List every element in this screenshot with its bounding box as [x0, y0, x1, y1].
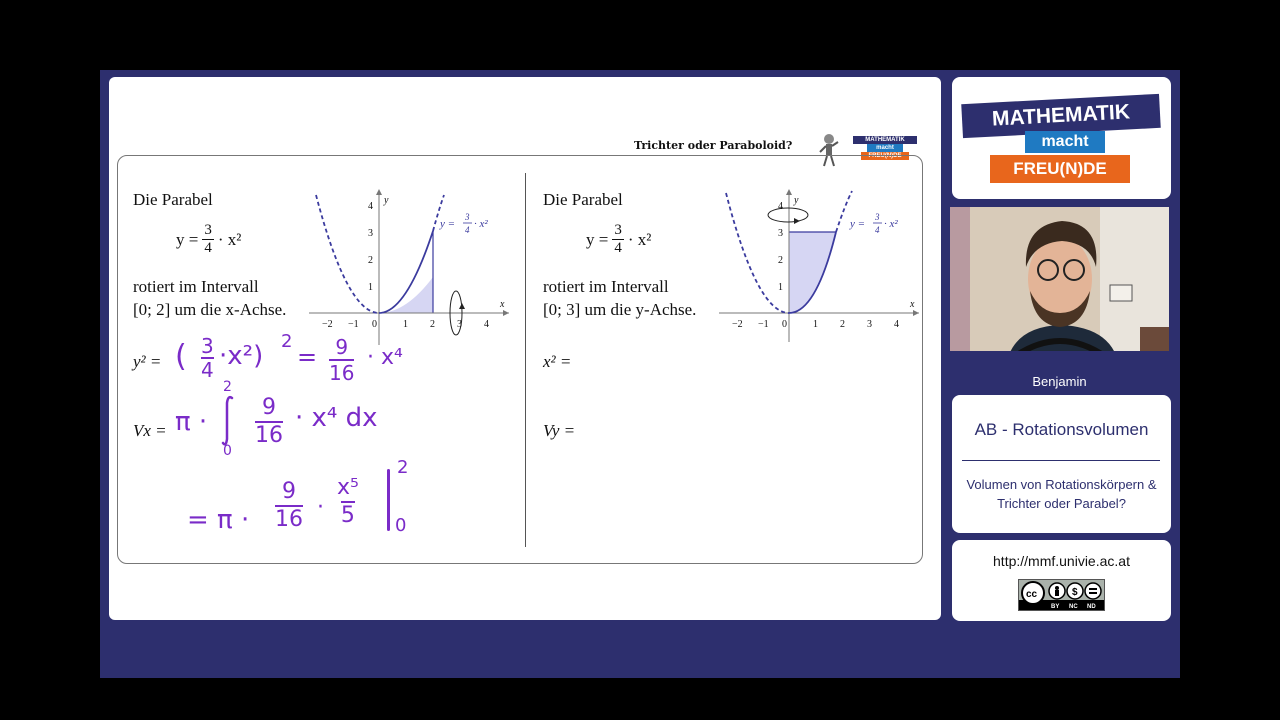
left-vx-label: Vx = — [133, 421, 167, 440]
hw-int-lower: 0 — [223, 443, 232, 459]
left-xtick: −1 — [348, 319, 359, 330]
right-curve-label: y = — [850, 218, 866, 230]
left-curve-label: y = — [440, 218, 456, 230]
right-rotation-icon — [768, 208, 808, 222]
left-frac-num: 3 — [204, 222, 212, 238]
hw-equals-pi: = π · — [187, 505, 250, 535]
left-plot — [304, 187, 514, 347]
slide-header-title: Trichter oder Paraboloid? — [634, 139, 793, 152]
right-xtick: 1 — [813, 319, 818, 330]
hw-int-upper: 2 — [223, 379, 232, 395]
left-frac-den: 4 — [204, 240, 212, 256]
left-x-arrow — [503, 310, 509, 316]
hw-frac4-num: 9 — [282, 479, 296, 504]
hw-dot: · — [317, 495, 324, 520]
left-y-arrow — [376, 189, 382, 195]
left-xtick: −2 — [322, 319, 333, 330]
left-xtick: 0 — [372, 319, 377, 330]
hw-fraction-1 — [201, 335, 214, 381]
right-intro: Die Parabel — [543, 190, 623, 209]
left-y2-label: y² = — [133, 352, 162, 371]
url-panel — [952, 540, 1171, 621]
right-ytick: 3 — [778, 228, 783, 239]
right-xtick: 2 — [840, 319, 845, 330]
left-fraction — [202, 222, 214, 257]
right-curve-rhs: · x² — [884, 218, 898, 230]
mini-logo-l2: macht — [867, 144, 903, 152]
right-x-arrow — [913, 310, 919, 316]
left-curve-frac-den: 4 — [465, 225, 470, 235]
hw-fraction-3 — [255, 395, 283, 449]
video-title: AB - Rotationsvolumen — [974, 420, 1149, 439]
left-axis-x-label: x — [500, 299, 505, 310]
hw-x2-close: ·x²) — [219, 341, 264, 371]
left-curve-rhs: · x² — [474, 218, 488, 230]
left-rot-line2: [0; 2] um die x-Achse. — [133, 300, 287, 319]
right-ytick: 4 — [778, 201, 783, 212]
hw-frac4-den: 16 — [275, 507, 303, 532]
left-xtick: 2 — [430, 319, 435, 330]
integral-sign-icon — [221, 395, 235, 447]
right-axis-x-label: x — [910, 299, 915, 310]
hw-eval-lower: 0 — [395, 515, 407, 536]
hw-frac2-num: 9 — [335, 335, 349, 359]
right-formula-rhs: · x² — [627, 229, 652, 249]
left-formula-lhs: y = — [176, 229, 199, 249]
hw-x4-1: · x⁴ — [367, 345, 403, 370]
hw-pi-1: π · — [175, 407, 208, 437]
right-x2-label: x² = — [543, 352, 572, 371]
cc-nd: ND — [1087, 604, 1096, 610]
left-rotation-arrow — [459, 303, 465, 309]
left-formula-rhs: · x² — [217, 229, 242, 249]
video-subtitle: Volumen von Rotationskörpern & Trichter oder Parabel? — [966, 477, 1157, 511]
right-frac-den: 4 — [614, 240, 622, 256]
hw-frac3-num: 9 — [262, 395, 276, 420]
left-xtick: 4 — [484, 319, 489, 330]
left-xtick: 1 — [403, 319, 408, 330]
cc-by: BY — [1051, 604, 1060, 610]
right-curve-frac-den: 4 — [875, 225, 880, 235]
right-xtick: 3 — [867, 319, 872, 330]
right-xtick: −2 — [732, 319, 743, 330]
logo-panel — [952, 77, 1171, 199]
hw-fraction-4 — [275, 479, 303, 533]
left-curve-frac-num: 3 — [465, 212, 470, 222]
webcam-video — [950, 207, 1169, 371]
website-link[interactable]: http://mmf.univie.ac.at — [993, 553, 1130, 569]
cc-text: cc — [1026, 589, 1038, 600]
right-xtick: 0 — [782, 319, 787, 330]
right-formula-lhs: y = — [586, 229, 609, 249]
hw-frac1-num: 3 — [201, 334, 214, 358]
mini-logo-l1: MATHEMATIK — [853, 136, 917, 144]
right-formula — [586, 222, 651, 257]
left-intro: Die Parabel — [133, 190, 213, 209]
hw-equals-1: = — [297, 343, 318, 371]
slide-area — [109, 77, 941, 620]
mini-logo-l3: FREU(N)DE — [861, 152, 909, 160]
right-curve-frac-num: 3 — [875, 212, 880, 222]
left-xtick: 3 — [457, 319, 462, 330]
right-ytick: 1 — [778, 282, 783, 293]
right-rotation-arrow — [794, 218, 800, 224]
presenter-photo — [950, 207, 1169, 371]
svg-text:$: $ — [1072, 587, 1078, 598]
left-formula — [176, 222, 241, 257]
left-ytick: 3 — [368, 228, 373, 239]
logo-macht: macht — [1025, 131, 1105, 153]
hw-exp-2: 2 — [281, 331, 293, 352]
logo-mathematik: MATHEMATIK — [961, 94, 1161, 138]
right-frac-num: 3 — [614, 222, 622, 238]
hw-frac1-den: 4 — [201, 358, 214, 382]
right-xtick: 4 — [894, 319, 899, 330]
right-vy-label: Vy = — [543, 421, 576, 440]
left-rot-line1: rotiert im Intervall — [133, 277, 259, 296]
hw-fraction-2 — [329, 335, 354, 385]
right-axis-y-label: y — [794, 195, 799, 206]
right-area-fill — [789, 232, 836, 313]
right-y-arrow — [786, 189, 792, 195]
hw-frac2-den: 16 — [329, 361, 355, 385]
hw-eval-bar — [387, 469, 390, 531]
right-fraction — [612, 222, 624, 257]
column-divider — [525, 173, 526, 547]
right-xtick: −1 — [758, 319, 769, 330]
presenter-name: Benjamin — [1032, 374, 1087, 389]
left-area-fill — [379, 277, 433, 313]
left-ytick: 4 — [368, 201, 373, 212]
right-rot-line2: [0; 3] um die y-Achse. — [543, 300, 697, 319]
cc-license-icon — [1019, 580, 1104, 610]
cc-nc: NC — [1069, 604, 1078, 610]
hw-frac3-den: 16 — [255, 423, 283, 448]
title-panel — [952, 395, 1171, 533]
left-axis-y-label: y — [384, 195, 389, 206]
right-rot-line1: rotiert im Intervall — [543, 277, 669, 296]
right-plot — [714, 187, 924, 347]
hw-fraction-5 — [337, 475, 359, 529]
hw-frac5-num: x⁵ — [337, 475, 359, 500]
hw-eval-upper: 2 — [397, 457, 409, 478]
left-ytick: 1 — [368, 282, 373, 293]
hw-frac5-den: 5 — [340, 503, 355, 528]
hw-x4-dx: · x⁴ dx — [295, 403, 378, 433]
left-ytick: 2 — [368, 255, 373, 266]
title-divider — [962, 460, 1160, 461]
left-curve-dashed-left — [316, 195, 379, 313]
hw-open-paren: ( — [175, 339, 187, 374]
right-ytick: 2 — [778, 255, 783, 266]
logo-freunde: FREU(N)DE — [990, 155, 1130, 183]
cc-license-badge — [1018, 579, 1105, 611]
